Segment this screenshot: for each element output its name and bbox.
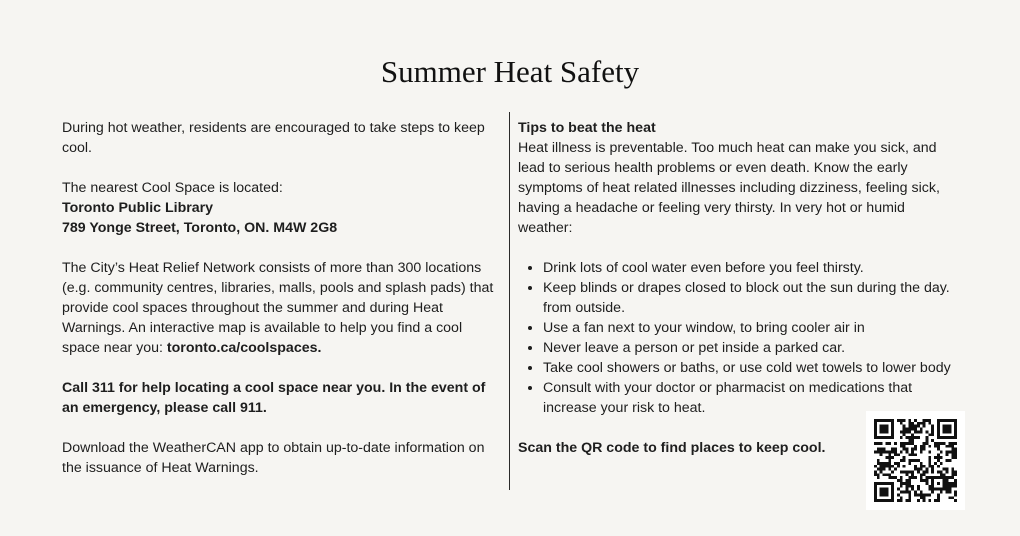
tips-intro: Heat illness is preventable. Too much heat can make you sick, and lead to serious health problems or even death. Know the early symptoms of heat related illnesses including dizziness, feeling sick, having a headache or feeling very thirsty. In very hot or humid weather: (518, 140, 940, 236)
intro-text: During hot weather, residents are encouraged to take steps to keep cool. (62, 120, 485, 156)
tip-item: • Consult with your doctor or pharmacist on medications that increase your risk to heat. (543, 378, 958, 418)
tips-heading: Tips to beat the heat (518, 120, 656, 136)
cool-space-name: Toronto Public Library (62, 200, 214, 216)
column-divider (509, 112, 510, 490)
coolspaces-link[interactable]: toronto.ca/coolspaces. (166, 340, 322, 356)
tip-item: • Use a fan next to your window, to bring cooler air in (543, 318, 958, 338)
call-311-text: Call 311 for help locating a cool space near you. In the event of an emergency, please call 911. (62, 380, 486, 416)
heat-relief-network-text (62, 258, 502, 358)
page-title: Summer Heat Safety (380, 54, 640, 89)
qr-code-icon (874, 419, 957, 502)
tips-list (518, 258, 958, 418)
tip-item: • Drink lots of cool water even before you feel thirsty. (543, 258, 958, 278)
left-column (62, 118, 502, 478)
cool-space-label: The nearest Cool Space is located: (62, 180, 283, 196)
weathercan-app-text: Download the WeatherCAN app to obtain up-to-date information on the issuance of Heat Warnings. (62, 440, 485, 476)
tip-item: • Take cool showers or baths, or use cold wet towels to lower body (543, 358, 958, 378)
tip-item: • Never leave a person or pet inside a parked car. (543, 338, 958, 358)
network-text: The City’s Heat Relief Network consists of more than 300 locations (e.g. community centres, libraries, malls, pools and splash pads) that provide cool spaces throughout the summer and during Heat Warnings. An interactive map is available to help you find a cool space near you: (62, 260, 494, 356)
right-column (518, 118, 958, 458)
qr-code[interactable] (866, 411, 965, 510)
qr-code-caption: Scan the QR code to find places to keep cool. (518, 440, 826, 456)
cool-space-address: 789 Yonge Street, Toronto, ON. M4W 2G8 (62, 220, 338, 236)
tip-item: • Keep blinds or drapes closed to block out the sun during the day. from outside. (543, 278, 958, 318)
